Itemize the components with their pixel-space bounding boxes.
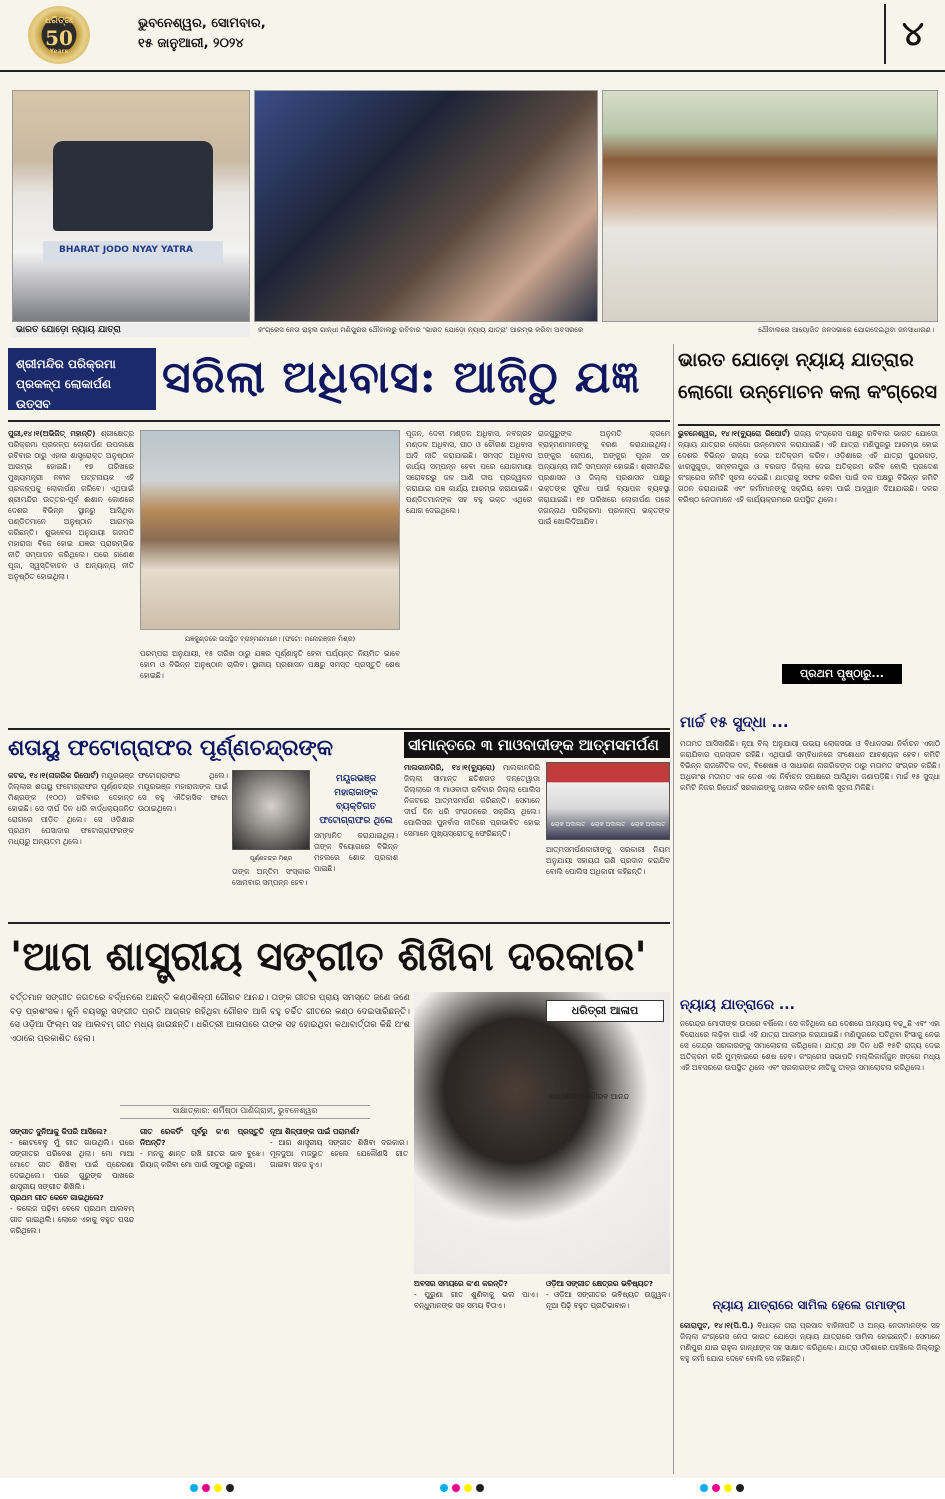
lead-dateline: ପୁରୀ,୧୪।୧(ଅଭିଜିତ୍ ମହାନ୍ତି) <box>8 429 96 438</box>
interview-headline: 'ଆଗ ଶାସ୍ତ୍ରୀୟ ସଙ୍ଗୀତ ଶିଖିବା ଦରକାର' <box>10 933 647 980</box>
obituary-column-1 <box>8 770 134 920</box>
qa-column-5 <box>546 1278 670 1466</box>
cmyk-dot <box>724 1484 732 1492</box>
gomango-headline: ନ୍ୟାୟ ଯାତ୍ରାରେ ସାମିଲ ହେଲେ ଗମାଙ୍ଗ <box>712 1298 906 1312</box>
lead-column-4: ରାଜଗୁରୁଙ୍କ ଅନୁମତି କ୍ରମେ ବ୍ରାହ୍ମଣମାନଙ୍କୁ ବରଣ କରାଯାଇଥିଲା। ଅଙ୍କୁର ରୋପଣ, ଅଙ୍କୁର ପୂଜନ ସହ ଅନ୍ୟାନ୍ୟ ନୀତି ସମ୍ପନ୍ନ ହୋଇଛି। ଶ୍ରୀମନ୍ଦିର ପ୍ରଶାସନ ଓ ଜିଲ୍ଲା ପ୍ରଶାସନ ପକ୍ଷରୁ ଭକ୍ତଙ୍କ ସୁବିଧା ପାଇଁ ବ୍ୟାପକ ବ୍ୟବସ୍ଥା କରାଯାଇଛି। ୧୭ ତାରିଖରେ ଲୋକାର୍ପଣ ପରେ ଜଗନ୍ନାଥ ପରିକ୍ରମା ପ୍ରକଳ୍ପ ଭକ୍ତଙ୍କ ପାଇଁ ଖୋଲିଦିଆଯିବ। <box>538 429 670 526</box>
logo-anniversary: 50 <box>45 26 73 50</box>
qa-question: ଅବସର ସମୟରେ କ'ଣ କରନ୍ତି? <box>414 1279 508 1288</box>
cmyk-dot <box>712 1484 720 1492</box>
logo-story-headline: ଭାରତ ଯୋଡ଼ୋ ନ୍ୟାୟ ଯାତ୍ରାର ଲୋଗୋ ଉନ୍ମୋଚନ କଲା କଂଗ୍ରେସ <box>678 349 937 403</box>
qa-question: ଓଡ଼ିଆ ସଙ୍ଗୀତ କ୍ଷେତ୍ରର ଭବିଷ୍ୟତ? <box>546 1279 654 1288</box>
cmyk-dot <box>440 1484 448 1492</box>
logo-brand: ଧରିତ୍ରୀ <box>44 16 74 26</box>
obituary-headline: ଶତାୟୁ ଫଟୋଗ୍ରାଫର ପୂର୍ଣ୍ଣଚନ୍ଦ୍ରଙ୍କ <box>8 735 334 761</box>
qa-question: ପ୍ରଥମ ଗୀତ କେବେ ଗାଇଥିଲେ? <box>10 1193 104 1202</box>
singer-caption: କଣ୍ଠଶିଳ୍ପୀ ଗୌରବ ଆନନ୍ଦ <box>548 1092 630 1101</box>
logo-story-dateline: ଭୁବନେଶ୍ୱର, ୧୪।୧(ବ୍ୟୁରୋ ରିପୋର୍ଟ) <box>678 429 791 438</box>
surrender-photo <box>546 762 670 840</box>
bus-caption: ଭାରତ ଯୋଡ଼ୋ ନ୍ୟାୟ ଯାତ୍ରା <box>12 323 250 337</box>
bus-windshield <box>53 141 213 231</box>
masthead <box>0 0 945 72</box>
qa-column-1 <box>10 1126 134 1466</box>
bus-photo <box>12 90 250 322</box>
surrender-headline: ସୀମାନ୍ତରେ ୩ ମାଓବାଦୀଙ୍କ ଆତ୍ମସମର୍ପଣ <box>404 732 670 758</box>
temple-photo-caption: ଯଜ୍ଞକୁଣ୍ଡରେ ଉପସ୍ଥିତ ବ୍ରାହ୍ମଣମାନେ। (ଫଟୋ: ମନୋରଞ୍ଜନ ମିଶ୍ର) <box>184 635 356 643</box>
logo-story-body: ରାଜ୍ୟ କଂଗ୍ରେସ ପକ୍ଷରୁ ରବିବାର ଭାରତ ଯୋଡ଼ୋ ନ୍ୟାୟ ଯାତ୍ରାର ଲୋଗୋ ଉନ୍ମୋଚନ କରାଯାଇଛି। ଏହି ଯାତ୍ରା ମଣିପୁରରୁ ଆରମ୍ଭ ହୋଇ ଦେଶର ବିଭିନ୍ନ ରାଜ୍ୟ ଦେଇ ଅତିକ୍ରମ କରିବ। ଓଡ଼ିଶାରେ ଏହି ଯାତ୍ରା ସୁନ୍ଦରଗଡ଼, ଝାରସୁଗୁଡ଼ା, ସମ୍ବଲପୁର ଓ ବରଗଡ଼ ଜିଲ୍ଲା ଦେଇ ଅତିକ୍ରମ କରିବ ବୋଲି ପ୍ରଦେଶ କଂଗ୍ରେସ କମିଟି ସୂଚନା ଦେଇଛି। ଯାତ୍ରାକୁ ସଫଳ କରିବା ପାଇଁ ଦଳ ପକ୍ଷରୁ ବିଭିନ୍ନ କମିଟି ଗଠନ କରାଯାଇଛି ଏବଂ କର୍ମୀମାନଙ୍କୁ ସକ୍ରିୟ ହେବା ପାଇଁ ଆହ୍ୱାନ ଦିଆଯାଇଛି। ଦଳର ବରିଷ୍ଠ ନେତାମାନେ ଏହି କାର୍ଯ୍ୟକ୍ରମରେ ଉପସ୍ଥିତ ଥିଲେ। <box>678 429 938 504</box>
tshirt-label: ଲୋକ ଅଦାଲତ <box>631 821 666 828</box>
surrender-column-2: ଆତ୍ମସମର୍ପଣକାରୀଙ୍କୁ ସରକାରୀ ନିୟମ ଅନୁଯାୟୀ ସହାୟତା ରାଶି ପ୍ରଦାନ କରାଯିବ ବୋଲି ପୋଲିସ ଅଧିକାରୀ କହିଛନ୍ତି। <box>546 845 670 876</box>
crowd-caption: ଥୌବାଲରେ ଆୟୋଜିତ ଜନସଭାରେ ଯୋଗଦେଇଥିବା ଜନସାଧାରଣ। <box>758 326 934 334</box>
qa-answer: - ଓଡ଼ିଆ ସଙ୍ଗୀତର ଭବିଷ୍ୟତ ଉଜ୍ଜ୍ୱଳ। ନୂଆ ପିଢ଼ି ବହୁତ ପ୍ରତିଭାବାନ। <box>546 1290 670 1310</box>
qa-question: ଗୀତ ରେକର୍ଡିଂ ପୂର୍ବରୁ କ'ଣ ପ୍ରସ୍ତୁତି ନିଅନ୍ତି? <box>140 1127 264 1147</box>
divider <box>8 420 670 422</box>
bus-banner: BHARAT JODO NYAY YATRA <box>59 245 193 255</box>
lead-headline: ସରିଲା ଅଧିବାସ: ଆଜିଠୁ ଯଜ୍ଞ <box>162 352 641 403</box>
obituary-text-1: ମୟୂରଭଞ୍ଜ ଜିଲ୍ଲାର ଶତାୟୁ ଫଟୋଗ୍ରାଫର ପୂର୍ଣ୍ଣଚନ୍ଦ୍ର ମିଶ୍ରଙ୍କ (୧୦୦) ରବିବାର ଦେହାନ୍ତ ହୋଇଛି। ସେ ଦୀର୍ଘ ଦିନ ଧରି ବାର୍ଦ୍ଧକ୍ୟଜନିତ ରୋଗରେ ପୀଡ଼ିତ ଥିଲେ। ସେ ଓଡ଼ିଶାର ପ୍ରଥମ ପେସାଦାର ଫଟୋଗ୍ରାଫରଙ୍କ ମଧ୍ୟରୁ ଅନ୍ୟତମ ଥିଲେ। <box>8 771 134 846</box>
date: ୧୫ ଜାନୁଆରୀ, ୨୦୨୪ <box>138 36 244 51</box>
nyay-text: ନରେନ୍ଦ୍ର ମୋଦୀଙ୍କ ଉପରେ ବର୍ଷିଲେ। ସେ କହିଥିଲେ ଯେ ଦେଶରେ ଅନ୍ୟାୟ ବଢ଼ୁଛି ଏବଂ ଏହା ବିରୋଧରେ ଲଢ଼ିବା ପାଇଁ ଏହି ଯାତ୍ରା ଆରମ୍ଭ କରାଯାଇଛି। ମଣିପୁରରେ ଘଟିଥିବା ହିଂସାକୁ ନେଇ ସେ କେନ୍ଦ୍ର ସରକାରଙ୍କୁ ସମାଲୋଚନା କରିଥିଲେ। ଯାତ୍ରା ୬୭ ଦିନ ଧରି ୧୫ଟି ରାଜ୍ୟ ଦେଇ ଅତିକ୍ରମ କରି ମୁମ୍ବାଇରେ ଶେଷ ହେବ। କଂଗ୍ରେସ ସଭାପତି ମଲ୍ଲିକାର୍ଜ୍ଜୁନ ଖଡ଼ଗେ ମଧ୍ୟ ଏହି ଅବସରରେ ଉପସ୍ଥିତ ଥିଲେ ଏବଂ ସରକାରଙ୍କ ନୀତିକୁ ତୀବ୍ର ସମାଲୋଚନା କରିଥିଲେ। <box>680 1019 940 1072</box>
cmyk-dot <box>214 1484 222 1492</box>
qa-column-3 <box>270 1126 408 1466</box>
surrender-dateline: ମାଲକାନଗିରି, ୧୪।୧(ବ୍ୟୁରୋ) <box>404 763 496 772</box>
cmyk-dot <box>700 1484 708 1492</box>
qa-answer: - କଲେଜ ପଢ଼ିବା ବେଳେ ପ୍ରଥମ ଆଲବମ୍ ଗୀତ ଗାଇଥିଲି। ଲୋକେ ଏହାକୁ ବହୁତ ପସନ୍ଦ କରିଥିଲେ। <box>10 1204 134 1235</box>
nyay-headline: ନ୍ୟାୟ ଯାତ୍ରାରେ ... <box>680 997 795 1013</box>
qa-question: ନୂଆ ଶିଳ୍ପୀଙ୍କ ପାଇଁ ପରାମର୍ଶ? <box>270 1127 360 1136</box>
obituary-column-2: ଫଟୋଗ୍ରାଫର ଥିଲେ। ମୟୂରଭଞ୍ଜ ମହାରାଜାଙ୍କ ପାଇଁ ସେ ବହୁ ଐତିହାସିକ ଫଟୋ ଉଠାଇଥିଲେ। <box>138 771 228 813</box>
qa-answer: - ପୁରୁଣା ଗୀତ ଶୁଣିବାକୁ ଭଲ ପାଏ। ବନ୍ଧୁମାନଙ୍କ ସହ ସମୟ ବିତାଏ। <box>414 1290 538 1310</box>
qa-answer: - ମନକୁ ଶାନ୍ତ ରଖି ଗୀତର ଭାବ ବୁଝେ। ରିୟାଜ୍ କରିବା ମୋ ପାଇଁ ସବୁଠାରୁ ଜରୁରୀ। <box>140 1149 264 1169</box>
cmyk-dot <box>464 1484 472 1492</box>
page-number: ୪ <box>884 4 940 64</box>
divider <box>678 424 940 426</box>
cmyk-dot <box>190 1484 198 1492</box>
continued-from-front-page: ପ୍ରଥମ ପୃଷ୍ଠାରୁ... <box>782 664 902 684</box>
print-color-bar <box>0 1478 945 1499</box>
qa-answer: - ଆଗ ଶାସ୍ତ୍ରୀୟ ସଙ୍ଗୀତ ଶିଖିବା ଦରକାର। ମୂଳଦୁଆ ମଜଭୁତ ହେଲେ ଯେକୌଣସି ଗୀତ ଗାଇବା ସହଜ ହୁଏ। <box>270 1138 408 1169</box>
logo-story-text <box>678 428 938 660</box>
cmyk-dot <box>452 1484 460 1492</box>
tshirt-label: ଲୋକ ଅଦାଲତ <box>551 821 586 828</box>
dateline <box>138 14 438 54</box>
obituary-dateline: କଟକ, ୧୪।୧(ନାଗରିକ ରିପୋର୍ଟ) <box>8 771 99 780</box>
qa-answer: - ଛୋଟବେଳୁ ମୁଁ ଗୀତ ଗାଉଥିଲି। ଘରେ ସଙ୍ଗୀତର ପରିବେଶ ଥିଲା। ମୋ ମାଆ ମୋତେ ଗୀତ ଶିଖିବା ପାଇଁ ପ୍ରେରଣା ଦେଇଥିଲେ। ପରେ ଗୁରୁଙ୍କ ପାଖରେ ଶାସ୍ତ୍ରୀୟ ସଙ୍ଗୀତ ଶିଖିଲି। <box>10 1138 134 1191</box>
qa-column-2 <box>140 1126 264 1466</box>
lead-column-1 <box>8 428 134 722</box>
gomango-dateline: କୋରାପୁଟ, ୧୪।୧(ପି.ପି.) <box>680 1321 754 1330</box>
interview-intro: ବର୍ତ୍ତମାନ ସଙ୍ଗୀତ ଜଗତରେ ବର୍ଦ୍ଧନରେ ଅଛନ୍ତି କଣ୍ଠଶିଳ୍ପୀ ଗୌରବ ଆନନ୍ଦ। ତାଙ୍କ ଗୀତର ପ୍ରାୟ ସମସ୍ତେ ଜଣେ ଜଣେ ବଡ଼ ପ୍ରଶଂସକ। କୁନି ବୟସରୁ ସଙ୍ଗୀତ ପ୍ରତି ଆଗ୍ରହ ରହିଥିବା ଗୌରବ ଆଜି ବହୁ ଚର୍ଚ୍ଚିତ ଗୀତରେ କଣ୍ଠ ଦେଇସାରିଛନ୍ତି। ସେ ଓଡ଼ିଆ ଫିଲ୍ମ ସହ ଆଲବମ୍ ଗୀତ ମଧ୍ୟ ଗାଇଛନ୍ତି। ଧରିତ୍ରୀ ଆଳାପରେ ତାଙ୍କ ସହ ହୋଇଥିବା କଥାବାର୍ତ୍ତାର କିଛି ଅଂଶ ଏଠାରେ ପ୍ରକାଶିତ ହେଲା। <box>10 993 410 1044</box>
obituary-pull-quote: ମୟୂରଭଞ୍ଜ ମହାରାଜାଙ୍କ ବ୍ୟକ୍ତିଗତ ଫଟୋଗ୍ରାଫର ଥିଲେ <box>319 774 393 826</box>
divider <box>8 728 670 730</box>
divider <box>8 922 670 924</box>
crowd-photo <box>602 90 938 322</box>
singer-photo <box>414 992 670 1274</box>
mar15-headline: ମାର୍ଚ୍ଚ ୧୫ ସୁଦ୍ଧା ... <box>680 713 789 731</box>
city-day: ଭୁବନେଶ୍ୱର, ସୋମବାର, <box>138 16 266 31</box>
surrender-column-1 <box>404 762 540 920</box>
newspaper-logo <box>28 6 90 64</box>
series-tag: ଧରିତ୍ରୀ ଆଳାପ <box>546 1000 664 1022</box>
obituary-column-3: ସମ୍ମାନିତ କରାଯାଇଥିଲା। ତାଙ୍କ ବିୟୋଗରେ ବିଭିନ୍ନ ମହଲରେ ଶୋକ ପ୍ରକାଶ ପାଇଛି। <box>314 831 398 873</box>
mar15-text: ମତାମତ ଆସିସାରିଛି। ନୂଆ ବିଲ୍ ଅନୁଯାୟୀ ଉଭୟ ଲୋକସଭା ଓ ବିଧାନସଭା ନିର୍ବାଚନ ଏକାଠି କରାଯିବାର ପ୍ରସ୍ତାବ ରହିଛି। ଏଥିପାଇଁ ସମ୍ବିଧାନରେ ସଂଶୋଧନ ଆବଶ୍ୟକ ହେବ। କମିଟି ବିଭିନ୍ନ ରାଜନୈତିକ ଦଳ, ବିଶେଷଜ୍ଞ ଓ ସାଧାରଣ ନାଗରିକଙ୍କ ଠାରୁ ମତାମତ ସଂଗ୍ରହ କରିଛି। ଅଧିକାଂଶ ମତାମତ ଏକ ଦେଶ ଏକ ନିର୍ବାଚନ ସପକ୍ଷରେ ଆସିଥିବା ଜଣାପଡ଼ିଛି। ମାର୍ଚ୍ଚ ୧୫ ସୁଦ୍ଧା କମିଟି ନିଜର ରିପୋର୍ଟ ସରକାରଙ୍କୁ ଦାଖଲ କରିବ ବୋଲି ସୂଚନା ମିଳିଛି। <box>680 739 940 792</box>
temple-yajna-photo <box>140 430 400 630</box>
rahul-gandhi-photo <box>254 90 598 322</box>
tshirt-label: ଲୋକ ଅଦାଲତ <box>591 821 626 828</box>
cmyk-dot <box>226 1484 234 1492</box>
gomango-body: ବିଧାୟକ ତାରା ପ୍ରସାଦ ବାହିନୀପତି ଓ ଅନ୍ୟ ନେତାମାନଙ୍କ ସହ ଜିଲ୍ଲା କଂଗ୍ରେସ ନେତା ଭାରତ ଯୋଡ଼ୋ ନ୍ୟାୟ ଯାତ୍ରାରେ ସାମିଲ ହୋଇଛନ୍ତି। ସେମାନେ ମଣିପୁର ଯାଇ ରାହୁଲ ଗାନ୍ଧୀଙ୍କ ସହ ସାକ୍ଷାତ କରିଥିଲେ। ଯାତ୍ରା ଓଡ଼ିଶାରେ ପହଞ୍ଚିଲେ ଜିଲ୍ଲାରୁ ବହୁ କର୍ମୀ ଯୋଗ ଦେବେ ବୋଲି ସେ କହିଛନ୍ତି। <box>680 1321 940 1363</box>
surrender-text-1: ମାଲକାନଗିରି ଜିଲ୍ଲା ସୀମାନ୍ତ ଛତିଶଗଡ଼ ଦନ୍ତେୱାଡ଼ା ଜିଲ୍ଲାରେ ୩ ମାଓବାଦୀ ରବିବାର ଜିଲ୍ଲା ପୋଲିସ ନିକଟରେ ଆତ୍ମସମର୍ପଣ କରିଛନ୍ତି। ସେମାନେ ଦୀର୍ଘ ଦିନ ଧରି ସଂଗଠନରେ ସକ୍ରିୟ ଥିଲେ। ପୋଲିସର ପୁନର୍ବାସ ନୀତିରେ ପ୍ରଭାବିତ ହୋଇ ସେମାନେ ମୁଖ୍ୟସ୍ରୋତକୁ ଫେରିଛନ୍ତି। <box>404 763 540 838</box>
photographer-portrait <box>232 770 310 850</box>
cmyk-dot <box>202 1484 210 1492</box>
lead-column-2: ପରମ୍ପରା ଅନୁଯାୟୀ, ୧୫ ତାରିଖ ଠାରୁ ଯଜ୍ଞର ପୂର୍ଣ୍ଣାହୁତି ହେବା ପର୍ଯ୍ୟନ୍ତ ନିୟମିତ ଭାବେ ହୋମ ଓ ବିଭିନ୍ନ ଅନୁଷ୍ଠାନ ଚାଲିବ। ସ୍ଥାନୀୟ ପ୍ରଶାସନ ପକ୍ଷରୁ ସମସ୍ତ ପ୍ରସ୍ତୁତି ଶେଷ ହୋଇଛି। <box>140 649 400 680</box>
qa-column-4 <box>414 1278 538 1466</box>
interview-credit: ସାକ୍ଷାତ୍‌କାର: ଶର୍ମିଷ୍ଠା ପାଣିଗ୍ରାହୀ, ଭୁବନେଶ୍ୱର <box>120 1105 370 1119</box>
logo-years: Years <box>49 48 69 55</box>
lead-column-3: ପୂଜନ, ଦେବୀ ମଣ୍ଡଳ ଅଧିବାସ, ନବଗ୍ରହ ମଣ୍ଡଳ ଅଧିବାସ, ପୀଠ ଓ ଚୌରଶ ଅଧିବାସ ଆଦି ନୀତି କରାଯାଇଛି। ସମସ୍ତ ଅଧିବାସ କାର୍ଯ୍ୟ ସମ୍ପନ୍ନ ହେବା ପରେ ଯୋଗମାୟା ସରୋବରରୁ ଜଳ ଆଣି ଦୀପ ପ୍ରଜ୍ୱଳନ କରାଯାଇ ଯଜ୍ଞ କାର୍ଯ୍ୟ ଆରମ୍ଭ କରାଯାଇଛି। ପଣ୍ଡିତମାନଙ୍କ ସହ ବହୁ ଭକ୍ତ ଏଥିରେ ଯୋଗ ଦେଇଥିଲେ। <box>406 429 532 515</box>
cmyk-dot <box>736 1484 744 1492</box>
obituary-column-4: ତାଙ୍କ ଅନ୍ତିମ ସଂସ୍କାର ସୋମବାର ସମ୍ପନ୍ନ ହେବ। <box>232 867 310 887</box>
rahul-caption: କଂଗ୍ରେସ ନେତା ରାହୁଲ ଗାନ୍ଧୀ ମଣିପୁରର ଥୌବାଲରୁ ରବିବାର 'ଭାରତ ଯୋଡ଼ୋ ନ୍ୟାୟ ଯାତ୍ରା' ଆରମ୍ଭ କରିବା ଅବସରରେ <box>258 326 584 334</box>
cmyk-dot <box>476 1484 484 1492</box>
lead-text-1: ଶ୍ରୀକ୍ଷେତ୍ର ପରିକ୍ରମା ପ୍ରକଳ୍ପ ଲୋକାର୍ପଣ ଉପଲକ୍ଷେ ରବିବାର ଠାରୁ ଏହାର ଶାସ୍ତ୍ରୋକ୍ତ ଅନୁଷ୍ଠାନ ଆରମ୍ଭ ହୋଇଛି। ୧୭ ତାରିଖରେ ମୁଖ୍ୟମନ୍ତ୍ରୀ ନବୀନ ପଟ୍ଟନାୟକ ଏହି ପ୍ରକଳ୍ପକୁ ଲୋକାର୍ପଣ କରିବେ। ଏଥିପାଇଁ ଶ୍ରୀମନ୍ଦିର ଉତ୍ତର-ପୂର୍ବ ଈଶାନ କୋଣରେ ଦେଶର ବିଭିନ୍ନ ସ୍ଥାନରୁ ଆସିଥିବା ପଣ୍ଡିତମାନେ ଅନୁଷ୍ଠାନ ଆରମ୍ଭ କରିଛନ୍ତି। ଶୁଭବେଳା ଅନୁଯାୟୀ ଗଜପତି ମହାରାଜା ବିଜେ ହୋଇ ଯଜ୍ଞର ପ୍ରାରମ୍ଭିକ ନୀତି ସମ୍ପାଦନ କରିଥିଲେ। ପରେ ଗଣେଶ ପୂଜା, ସ୍ୱସ୍ତିବାଚନ ଓ ଅନ୍ୟାନ୍ୟ ନୀତି ଅନୁଷ୍ଠିତ ହୋଇଥିଲା। <box>8 429 134 581</box>
portrait-caption: ପୂର୍ଣ୍ଣଚନ୍ଦ୍ର ମିଶ୍ର <box>249 855 293 862</box>
qa-question: ସଙ୍ଗୀତ ଦୁନିଆକୁ କିପରି ଆସିଲେ? <box>10 1127 107 1136</box>
column-rule <box>673 344 674 1474</box>
lead-kicker: ଶ୍ରୀମନ୍ଦିର ପରିକ୍ରମା ପ୍ରକଳ୍ପ ଲୋକାର୍ପଣ ଉତ୍ସବ <box>8 348 156 410</box>
gomango-text <box>680 1320 940 1466</box>
